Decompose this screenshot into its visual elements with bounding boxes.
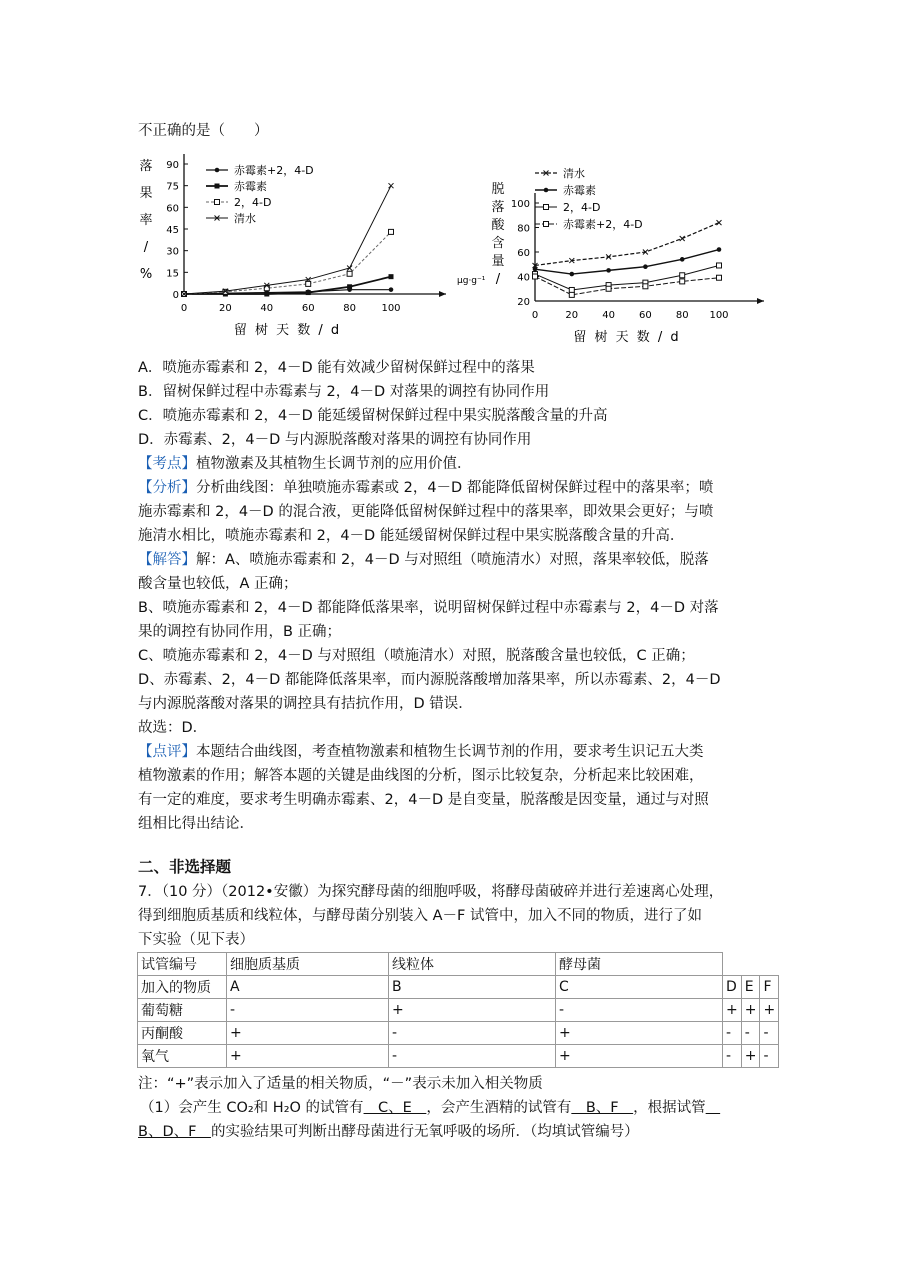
x-tick-label: 80 (675, 310, 689, 321)
legend-label: 2，4-D (234, 196, 272, 209)
fenxi-line-2: 施赤霉素和 2，4－D 的混合液，更能降低留树保鲜过程中的落果率，即效果会更好；与喷 (138, 504, 714, 520)
y-axis-label-char: 脱 (491, 182, 505, 197)
x-tick-label: 40 (602, 310, 615, 321)
y-axis-label-char: 落 (491, 200, 505, 215)
legend-marker (544, 188, 549, 193)
data-point (223, 289, 228, 294)
section-title: 二、非选择题 (138, 858, 232, 876)
jieda-tag: 【解答】 (138, 552, 196, 568)
data-point (347, 271, 352, 276)
table-cell: + (227, 1022, 389, 1045)
y-tick-label: 0 (172, 290, 179, 301)
table-cell: - (389, 1022, 556, 1045)
jieda-line-8: 故选：D． (138, 720, 208, 736)
data-point (389, 274, 394, 279)
table-cell: 氧气 (138, 1045, 227, 1068)
legend-marker (544, 222, 549, 227)
dianping-tag: 【点评】 (138, 744, 196, 760)
option-b: B．留树保鲜过程中赤霉素与 2，4－D 对落果的调控有协同作用 (138, 384, 550, 400)
kaodian-text: 植物激素及其植物生长调节剂的应用价值． (196, 456, 472, 472)
table-cell: 丙酮酸 (138, 1022, 227, 1045)
q1-text-2: ，会产生酒精的试管有 (426, 1100, 572, 1116)
table-row (138, 999, 779, 1022)
data-point (389, 229, 394, 234)
table-cell: A (227, 976, 389, 999)
data-point (264, 292, 269, 297)
data-point (389, 287, 394, 292)
answer-blank-2: B、F (571, 1100, 634, 1116)
x-tick-label: 20 (219, 303, 232, 314)
data-point (606, 286, 611, 291)
legend-label: 赤霉素+2，4-D (234, 164, 314, 177)
jieda-line-1 (138, 549, 709, 571)
table-row (138, 976, 779, 999)
q1-text-4: 的实验结果可判断出酵母菌进行无氧呼吸的场所．（均填试管编号） (210, 1124, 639, 1140)
data-point (717, 263, 722, 268)
y-axis-label-char: 量 (491, 254, 505, 269)
question-tail: 不正确的是（ ） (138, 123, 269, 139)
legend-label: 赤霉素 (234, 180, 267, 193)
data-point (533, 274, 538, 279)
y-axis-label-char: / (495, 272, 501, 287)
table-cell: 葡萄糖 (138, 999, 227, 1022)
table-row (138, 1022, 779, 1045)
y-tick-label: 90 (166, 160, 179, 171)
chart-abscisic-acid (455, 155, 775, 345)
x-tick-label: 80 (343, 303, 356, 314)
x-tick-label: 60 (639, 310, 652, 321)
table-cell: - (760, 1045, 779, 1068)
jieda-line-7: 与内源脱落酸对落果的调控具有拮抗作用，D 错误． (138, 696, 473, 712)
table-header-row (138, 953, 779, 976)
legend-marker (215, 168, 220, 173)
table-cell: B (389, 976, 556, 999)
data-point (680, 257, 685, 262)
table-cell: - (556, 999, 723, 1022)
table-cell: 加入的物质 (138, 976, 227, 999)
table-cell: 细胞质基质 (227, 953, 389, 976)
legend-label: 赤霉素 (563, 184, 596, 197)
dianping-line-2: 植物激素的作用；解答本题的关键是曲线图的分析，图示比较复杂，分析起来比较困难， (138, 768, 704, 784)
y-tick-label: 60 (517, 248, 530, 259)
y-axis-label-char: 落 (139, 159, 153, 174)
x-tick-label: 40 (260, 303, 274, 314)
y-axis-unit: μg·g⁻¹ (457, 276, 486, 286)
dianping-line-1 (138, 741, 704, 763)
x-tick-label: 100 (381, 303, 401, 314)
y-axis-label-char: % (139, 267, 153, 282)
y-tick-label: 75 (166, 181, 179, 193)
legend-marker (215, 200, 220, 205)
answer-blank-3-start (706, 1100, 721, 1116)
legend-marker (215, 184, 220, 189)
data-point (643, 264, 648, 269)
table-cell: D (723, 976, 742, 999)
y-axis-label-char: 酸 (491, 218, 505, 233)
data-point (569, 292, 574, 297)
kaodian (138, 453, 472, 475)
q1-text-3: ，根据试管 (633, 1100, 706, 1116)
x-axis-arrow (439, 291, 446, 297)
table-cell: E (741, 976, 760, 999)
table-cell: - (723, 1022, 742, 1045)
fenxi-line-3: 施清水相比，喷施赤霉素和 2，4－D 能延缓留树保鲜过程中果实脱落酸含量的升高． (138, 528, 685, 544)
jieda-line-6: D、赤霉素、2，4－D 都能降低落果率，而内源脱落酸增加落果率，所以赤霉素、2，4－D (138, 672, 721, 688)
y-tick-label: 80 (517, 223, 530, 235)
jieda-text: 解：A、喷施赤霉素和 2，4－D 与对照组（喷施清水）对照，落果率较低，脱落 (196, 552, 709, 568)
table-cell: - (227, 999, 389, 1022)
table-cell: + (723, 999, 742, 1022)
y-tick-label: 40 (517, 272, 530, 284)
x-axis-label: 留 树 天 数 / d (233, 323, 342, 338)
q1-line-2 (138, 1121, 639, 1143)
y-tick-label: 100 (510, 199, 530, 210)
x-tick-label: 100 (709, 310, 729, 321)
legend-label: 清水 (234, 212, 256, 225)
table-cell: + (556, 1022, 723, 1045)
y-axis-label-char: / (143, 240, 149, 255)
jieda-line-2: 酸含量也较低，A 正确； (138, 576, 298, 592)
x-axis-arrow (757, 298, 764, 304)
data-point (717, 247, 722, 252)
table-cell: + (741, 999, 760, 1022)
table-cell: + (389, 999, 556, 1022)
y-axis-label-char: 果 (139, 186, 153, 201)
x-tick-label: 60 (301, 303, 315, 314)
data-point (717, 275, 722, 280)
answer-blank-1: C、E (363, 1100, 427, 1116)
dianping-line-3: 有一定的难度，要求考生明确赤霉素、2，4－D 是自变量，脱落酸是因变量，通过与对照 (138, 792, 709, 808)
jieda-line-5: C、喷施赤霉素和 2，4－D 与对照组（喷施清水）对照，脱落酸含量也较低，C 正确； (138, 648, 695, 664)
table-cell: + (760, 999, 779, 1022)
experiment-table (137, 952, 779, 1068)
table-cell: 线粒体 (389, 953, 556, 976)
answer-blank-3: B、D、F (138, 1124, 211, 1140)
option-c: C．喷施赤霉素和 2，4－D 能延缓留树保鲜过程中果实脱落酸含量的升高 (138, 408, 608, 424)
table-cell: - (741, 1022, 760, 1045)
x-tick-label: 20 (565, 310, 579, 321)
legend-marker (544, 205, 549, 210)
q7-line-1: 7．（10 分）（2012•安徽）为探究酵母菌的细胞呼吸，将酵母菌破碎并进行差速离心处理， (138, 884, 724, 900)
x-tick-label: 0 (531, 310, 539, 321)
fenxi-tag: 【分析】 (138, 480, 196, 496)
fenxi-line-1 (138, 477, 713, 499)
fenxi-text: 分析曲线图：单独喷施赤霉素或 2，4－D 都能降低留树保鲜过程中的落果率；喷 (196, 480, 714, 496)
table-note: 注：“+”表示加入了适量的相关物质，“－”表示未加入相关物质 (138, 1076, 543, 1092)
data-point (569, 287, 574, 292)
y-tick-label: 30 (166, 246, 179, 258)
data-point (680, 279, 685, 284)
table-cell: + (556, 1045, 723, 1068)
table-row (138, 1045, 779, 1068)
table-cell: - (723, 1045, 742, 1068)
option-a: A．喷施赤霉素和 2，4－D 能有效减少留树保鲜过程中的落果 (138, 360, 535, 376)
q7-line-2: 得到细胞质基质和线粒体，与酵母菌分别装入 A－F 试管中，加入不同的物质，进行了如 (138, 908, 702, 924)
data-point (643, 284, 648, 289)
dianping-text: 本题结合曲线图，考查植物激素和植物生长调节剂的作用，要求考生识记五大类 (196, 744, 704, 760)
table-cell: C (556, 976, 723, 999)
table-cell: - (760, 1022, 779, 1045)
data-point (533, 267, 538, 272)
data-point (570, 272, 575, 277)
table-cell: + (227, 1045, 389, 1068)
option-d: D．赤霉素、2，4－D 与内源脱落酸对落果的调控有协同作用 (138, 432, 532, 448)
legend-label: 赤霉素+2，4-D (563, 218, 643, 231)
table-cell-empty (723, 953, 779, 976)
data-point (347, 284, 352, 289)
x-axis-label: 留 树 天 数 / d (573, 330, 681, 345)
table-cell: 酵母菌 (556, 953, 723, 976)
x-tick-label: 0 (180, 303, 188, 314)
jieda-line-3: B、喷施赤霉素和 2，4－D 都能降低落果率，说明留树保鲜过程中赤霉素与 2，4－D 对落 (138, 600, 719, 616)
y-tick-label: 15 (166, 268, 179, 280)
q7-line-3: 下实验（见下表） (138, 932, 254, 948)
q1-line-1 (140, 1097, 720, 1119)
data-point (606, 268, 611, 273)
table-cell: 试管编号 (138, 953, 227, 976)
dianping-line-4: 组相比得出结论． (138, 816, 254, 832)
jieda-line-4: 果的调控有协同作用，B 正确； (138, 624, 342, 640)
legend-label: 清水 (563, 167, 585, 180)
y-tick-label: 20 (517, 297, 530, 308)
table-cell: + (741, 1045, 760, 1068)
y-tick-label: 45 (166, 225, 179, 236)
kaodian-tag: 【考点】 (138, 456, 196, 472)
chart-fruit-drop-rate (134, 150, 454, 350)
data-point (680, 273, 685, 278)
y-axis-label-char: 率 (139, 213, 153, 228)
table-cell: - (389, 1045, 556, 1068)
data-point (306, 281, 311, 286)
y-axis-label-char: 含 (491, 236, 505, 251)
q1-text-1: （1）会产生 CO₂和 H₂O 的试管有 (140, 1100, 364, 1116)
table-cell: F (760, 976, 779, 999)
y-tick-label: 60 (166, 203, 179, 215)
data-point (306, 290, 311, 295)
legend-label: 2，4-D (563, 201, 601, 214)
